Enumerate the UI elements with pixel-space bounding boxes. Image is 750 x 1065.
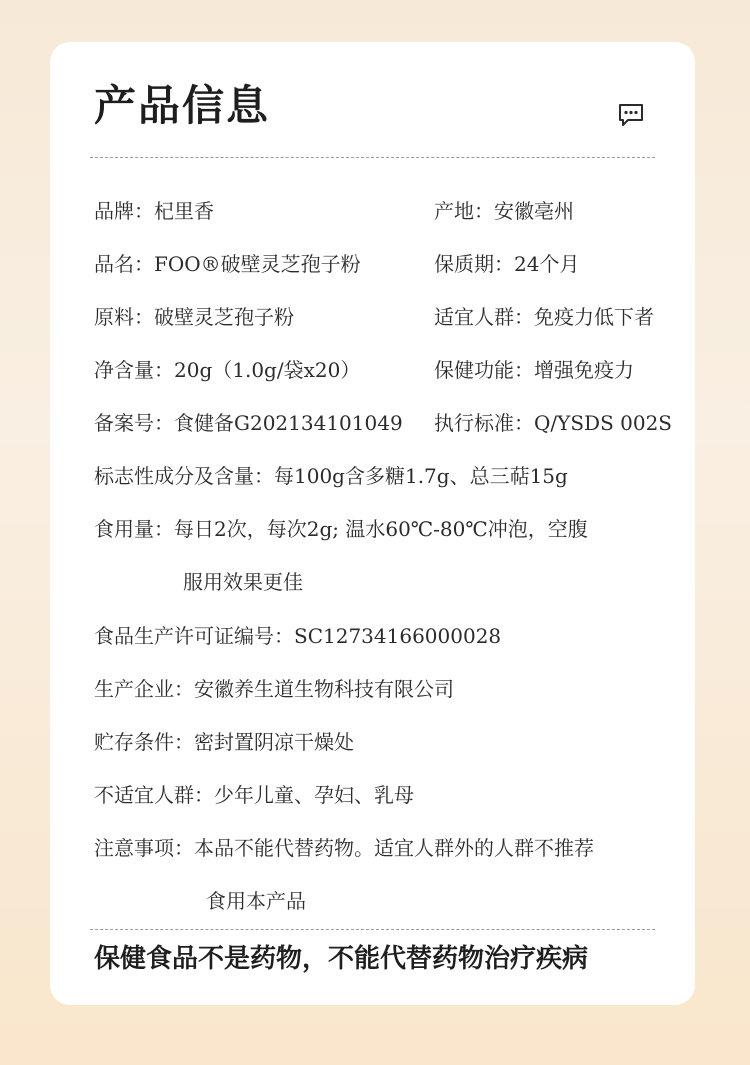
license-value: SC12734166000028 [294,624,502,648]
unsuitable-label: 不适宜人群： [94,783,214,807]
manufacturer-label: 生产企业： [94,677,194,701]
notes-value: 本品不能代替药物。适宜人群外的人群不推荐 [194,836,594,860]
marker-value: 每100g含多糖1.7g、总三萜15g [274,464,568,488]
info-row-marker [94,462,568,490]
info-row-record-no [94,409,673,437]
standard-value: Q/YSDS 002S [534,411,673,435]
shelf-life-value: 24个月 [514,252,580,276]
info-row-manufacturer [94,675,454,703]
bottom-divider [90,929,655,930]
unsuitable-value: 少年儿童、孕妇、乳母 [214,783,414,807]
brand-label: 品牌： [94,199,154,223]
notes-value-continued: 食用本产品 [206,889,306,913]
license-label: 食品生产许可证编号： [94,624,294,648]
shelf-life-item [434,250,579,278]
dosage-value: 每日2次，每次2g; 温水60℃-80℃冲泡，空腹 [174,517,588,541]
origin-value: 安徽亳州 [494,199,574,223]
record-no-label: 备案号： [94,411,174,435]
origin-item [434,197,574,225]
manufacturer-value: 安徽养生道生物科技有限公司 [194,677,454,701]
info-row-storage [94,728,354,756]
ingredients-value: 破壁灵芝孢子粉 [154,305,294,329]
function-value: 增强免疫力 [534,358,634,382]
info-row-dosage [94,515,588,543]
net-content-value: 20g（1.0g/袋x20） [174,358,361,382]
suitable-label: 适宜人群： [434,305,534,329]
function-label: 保健功能： [434,358,534,382]
product-name-value: FOO®破壁灵芝孢子粉 [154,252,361,276]
dosage-value-continued: 服用效果更佳 [183,570,303,594]
ingredients-label: 原料： [94,305,154,329]
shelf-life-label: 保质期： [434,252,514,276]
page-title: 产品信息 [94,81,271,130]
brand-value: 杞里香 [154,199,214,223]
product-info-card [50,42,695,1005]
marker-label: 标志性成分及含量： [94,464,274,488]
chat-bubble-icon[interactable] [616,100,646,130]
standard-item [434,409,672,437]
product-name-label: 品名： [94,252,154,276]
info-row-notes [94,834,594,862]
info-row-net-content [94,356,634,384]
top-divider [90,157,655,158]
record-no-value: 食健备G202134101049 [174,411,403,435]
net-content-label: 净含量： [94,358,174,382]
info-row-brand [94,197,574,225]
standard-label: 执行标准： [434,411,534,435]
storage-label: 贮存条件： [94,730,194,754]
function-item [434,356,634,384]
health-warning: 保健食品不是药物，不能代替药物治疗疾病 [94,944,589,974]
info-row-license [94,622,501,650]
notes-label: 注意事项： [94,836,194,860]
info-row-product-name [94,250,580,278]
info-row-ingredients [94,303,654,331]
storage-value: 密封置阴凉干燥处 [194,730,354,754]
suitable-item [434,303,654,331]
dosage-label: 食用量： [94,517,174,541]
info-row-unsuitable [94,781,414,809]
origin-label: 产地： [434,199,494,223]
suitable-value: 免疫力低下者 [534,305,654,329]
